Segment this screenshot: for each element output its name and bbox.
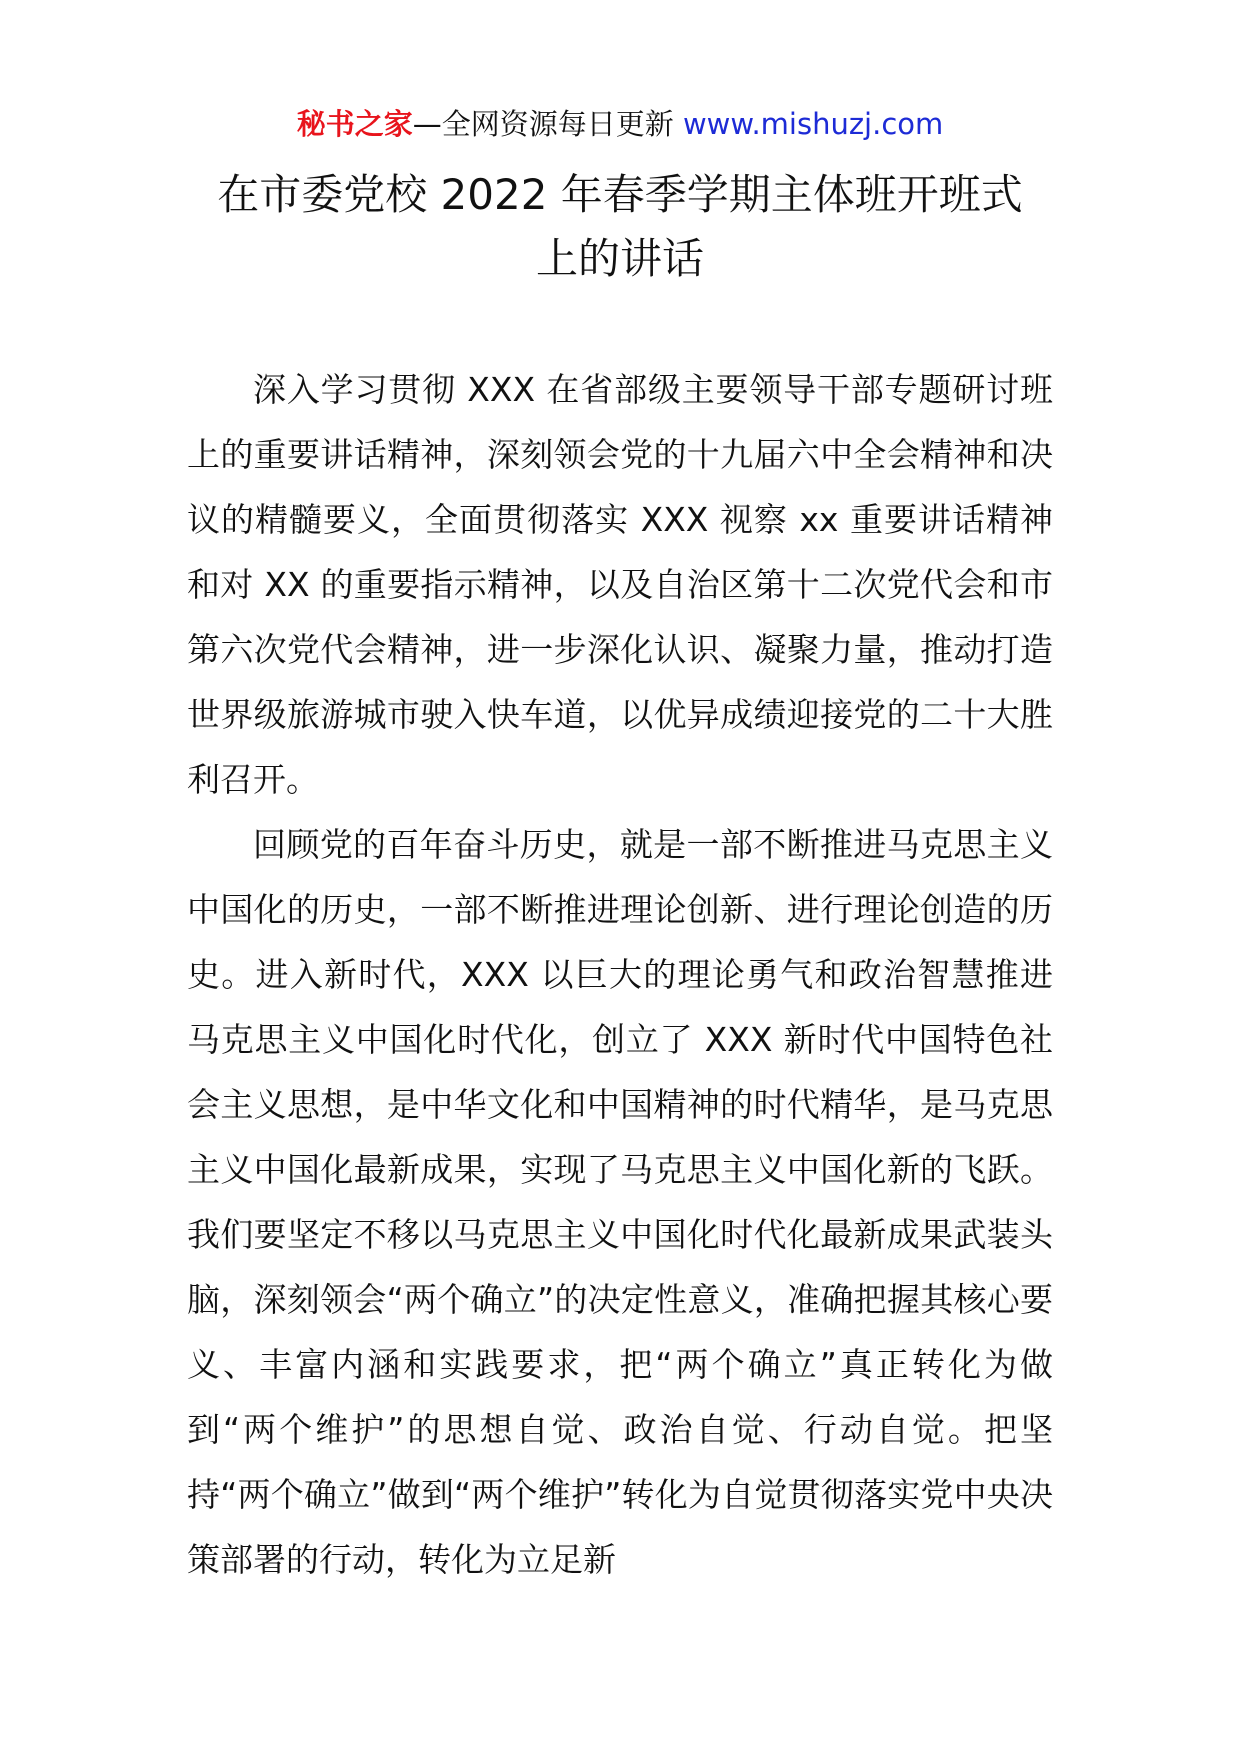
paragraph-1: 深入学习贯彻 XXX 在省部级主要领导干部专题研讨班上的重要讲话精神，深刻领会党的十九届六中全会精神和决议的精髓要义，全面贯彻落实 XXX 视察 xx 重要讲话精神和对 XX 的重要指示精神，以及自治区第十二次党代会和市第六次党代会精神，进一步深化认识、凝聚力量，推动打造世界级旅游城市驶入快车道，以优异成绩迎接党的二十大胜利召开。: [187, 370, 1053, 799]
header-tagline: —全网资源每日更新: [412, 107, 674, 141]
title-line-2: 上的讲话: [535, 234, 704, 283]
title-line-1: 在市委党校 2022 年春季学期主体班开班式: [217, 170, 1023, 219]
document-title: [150, 163, 1090, 291]
site-header: [0, 104, 1240, 144]
document-body: [187, 357, 1053, 1592]
brand-name: 秘书之家: [296, 107, 413, 141]
paragraph-2: 回顾党的百年奋斗历史，就是一部不断推进马克思主义中国化的历史，一部不断推进理论创新、进行理论创造的历史。进入新时代，XXX 以巨大的理论勇气和政治智慧推进马克思主义中国化时代化，创立了 XXX 新时代中国特色社会主义思想，是中华文化和中国精神的时代精华，是马克思主义中国化最新成果，实现了马克思主义中国化新的飞跃。我们要坚定不移以马克思主义中国化时代化最新成果武装头脑，深刻领会“两个确立”的决定性意义，准确把握其核心要义、丰富内涵和实践要求，把“两个确立”真正转化为做到“两个维护”的思想自觉、政治自觉、行动自觉。把坚持“两个确立”做到“两个维护”转化为自觉贯彻落实党中央决策部署的行动，转化为立足新: [187, 825, 1053, 1579]
site-url-link[interactable]: www.mishuzj.com: [682, 107, 944, 141]
